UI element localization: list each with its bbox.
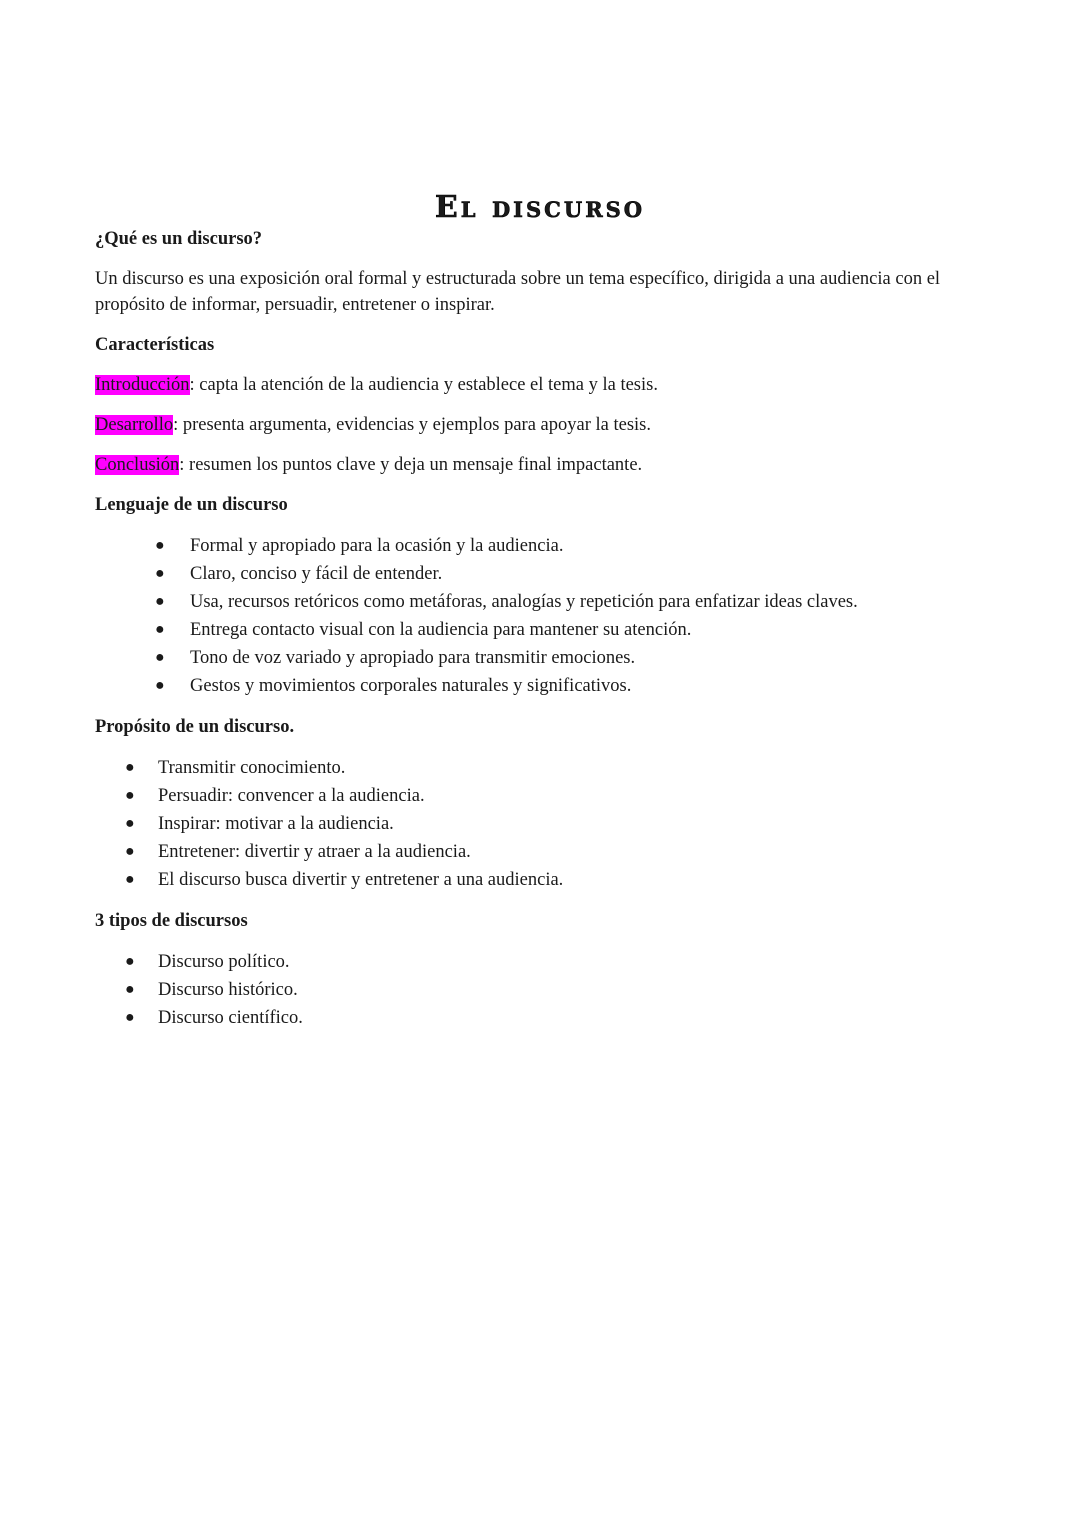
list-item bbox=[95, 616, 975, 644]
section-heading-definition: ¿Qué es un discurso? bbox=[95, 229, 263, 249]
feature-text: : presenta argumenta, evidencias y ejemplos para apoyar la tesis. bbox=[173, 415, 652, 435]
feature-text: : capta la atención de la audiencia y establece el tema y la tesis. bbox=[189, 375, 658, 395]
section-heading-features: Características bbox=[95, 335, 215, 355]
bullet-icon: ● bbox=[155, 677, 165, 694]
list-item-text: Discurso científico. bbox=[158, 1008, 303, 1028]
list-item-text: Inspirar: motivar a la audiencia. bbox=[158, 814, 394, 834]
list-item bbox=[95, 672, 975, 700]
section-heading-types: 3 tipos de discursos bbox=[95, 911, 248, 931]
list-item-text: El discurso busca divertir y entretener a una audiencia. bbox=[158, 870, 564, 890]
list-item-text: Formal y apropiado para la ocasión y la audiencia. bbox=[190, 536, 564, 556]
bullet-icon: ● bbox=[155, 621, 165, 638]
list-item bbox=[95, 532, 975, 560]
list-item bbox=[95, 782, 975, 810]
highlighted-term: Conclusión bbox=[95, 455, 180, 475]
list-item bbox=[95, 866, 975, 894]
list-item-text: Usa, recursos retóricos como metáforas, analogías y repetición para enfatizar ideas claves. bbox=[190, 592, 858, 612]
list-item-text: Persuadir: convencer a la audiencia. bbox=[158, 786, 425, 806]
list-item bbox=[95, 838, 975, 866]
bullet-icon: ● bbox=[125, 759, 135, 776]
list-item bbox=[95, 588, 975, 616]
feature-line bbox=[95, 372, 975, 398]
list-item-text: Claro, conciso y fácil de entender. bbox=[190, 564, 443, 584]
language-list bbox=[95, 532, 975, 700]
document-body bbox=[95, 226, 975, 1046]
bullet-icon: ● bbox=[155, 649, 165, 666]
list-item bbox=[95, 644, 975, 672]
list-item-text: Transmitir conocimiento. bbox=[158, 758, 346, 778]
highlighted-term: Desarrollo bbox=[95, 415, 174, 435]
feature-text: : resumen los puntos clave y deja un mensaje final impactante. bbox=[179, 455, 643, 475]
highlighted-term: Introducción bbox=[95, 375, 190, 395]
feature-line bbox=[95, 452, 975, 478]
list-item-text: Discurso político. bbox=[158, 952, 290, 972]
list-item-text: Discurso histórico. bbox=[158, 980, 298, 1000]
bullet-icon: ● bbox=[125, 843, 135, 860]
bullet-icon: ● bbox=[155, 565, 165, 582]
bullet-icon: ● bbox=[125, 871, 135, 888]
section-heading-purpose: Propósito de un discurso. bbox=[95, 717, 295, 737]
bullet-icon: ● bbox=[125, 1009, 135, 1026]
types-list bbox=[95, 948, 975, 1032]
section-heading-language: Lenguaje de un discurso bbox=[95, 495, 288, 515]
list-item bbox=[95, 754, 975, 782]
bullet-icon: ● bbox=[125, 815, 135, 832]
list-item-text: Tono de voz variado y apropiado para transmitir emociones. bbox=[190, 648, 636, 668]
bullet-icon: ● bbox=[125, 981, 135, 998]
page-title: El discurso bbox=[434, 190, 646, 225]
bullet-icon: ● bbox=[125, 787, 135, 804]
list-item-text: Entretener: divertir y atraer a la audiencia. bbox=[158, 842, 471, 862]
bullet-icon: ● bbox=[155, 537, 165, 554]
bullet-icon: ● bbox=[125, 953, 135, 970]
bullet-icon: ● bbox=[155, 593, 165, 610]
list-item bbox=[95, 810, 975, 838]
list-item bbox=[95, 976, 975, 1004]
list-item bbox=[95, 948, 975, 976]
list-item bbox=[95, 1004, 975, 1032]
list-item-text: Entrega contacto visual con la audiencia para mantener su atención. bbox=[190, 620, 692, 640]
feature-line bbox=[95, 412, 975, 438]
list-item bbox=[95, 560, 975, 588]
list-item-text: Gestos y movimientos corporales naturales y significativos. bbox=[190, 676, 632, 696]
definition-paragraph: Un discurso es una exposición oral formal y estructurada sobre un tema específico, dirigida a una audiencia con el propósito de informar, persuadir, entretener o inspirar. bbox=[95, 269, 941, 315]
purpose-list bbox=[95, 754, 975, 894]
